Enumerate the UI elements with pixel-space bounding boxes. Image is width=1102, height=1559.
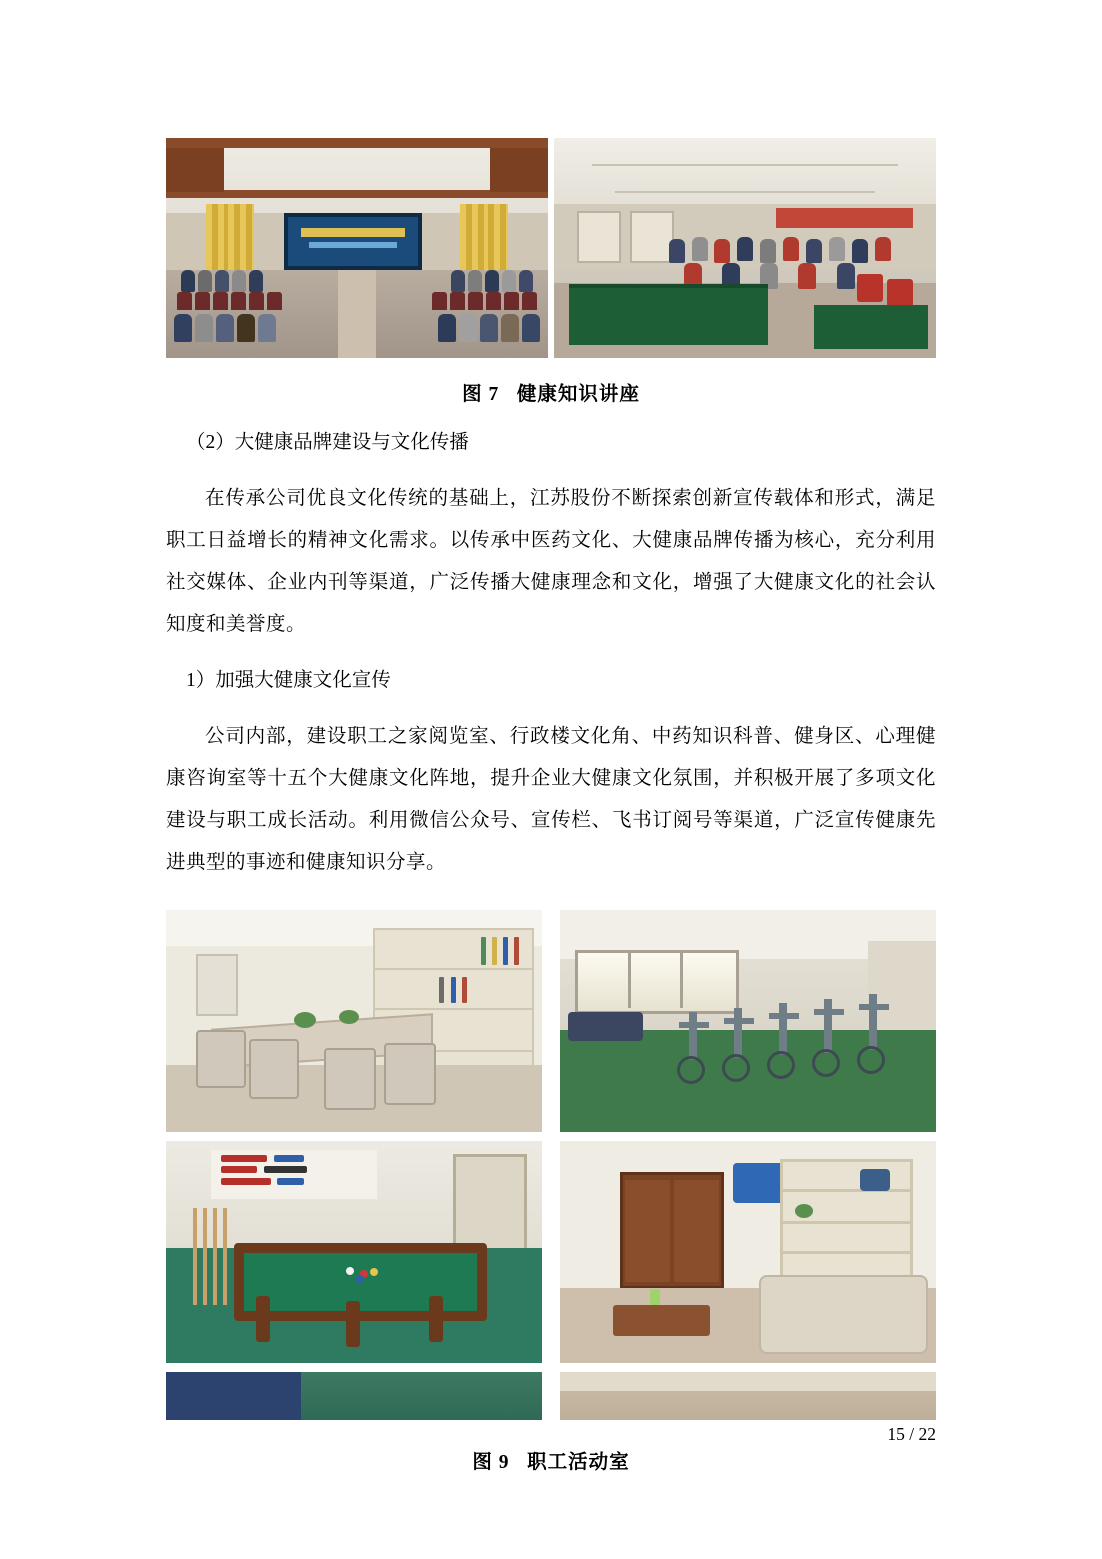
health-lecture-hall-front-image <box>166 138 548 358</box>
staff-lounge-room-image <box>560 1141 936 1363</box>
page-number: 15 / 22 <box>887 1424 936 1444</box>
figure-9-image-grid <box>166 910 936 1420</box>
figure-9-caption <box>166 1446 936 1474</box>
figure-7-caption <box>166 378 936 406</box>
subsection-1-heading: 1）加强大健康文化宣传 <box>186 670 391 691</box>
figure-7-image-row <box>166 138 936 358</box>
figure-7-caption-title: 健康知识讲座 <box>516 384 640 405</box>
figure-9-caption-title: 职工活动室 <box>527 1452 630 1473</box>
page-content <box>166 0 936 1474</box>
health-lecture-hall-side-image <box>554 138 936 358</box>
subsection-1-paragraph: 公司内部，建设职工之家阅览室、行政楼文化角、中药知识科普、健身区、心理健康咨询室等十五个大健康文化阵地，提升企业大健康文化氛围，并积极开展了多项文化建设与职工成长活动。利用微信公众号、宣传栏、飞书订阅号等渠道，广泛宣传健康先进典型的事迹和健康知识分享。 <box>166 726 936 873</box>
figure-9-caption-number: 图 9 <box>472 1452 510 1473</box>
staff-reading-room-image <box>166 910 542 1132</box>
staff-lounge-room-image-strip <box>560 1372 936 1420</box>
staff-gym-room-image <box>560 910 936 1132</box>
staff-billiards-room-image-strip <box>166 1372 542 1420</box>
section-2-heading: （2）大健康品牌建设与文化传播 <box>186 432 469 453</box>
staff-billiards-room-image <box>166 1141 542 1363</box>
section-2-paragraph: 在传承公司优良文化传统的基础上，江苏股份不断探索创新宣传载体和形式，满足职工日益增长的精神文化需求。以传承中医药文化、大健康品牌传播为核心，充分利用社交媒体、企业内刊等渠道，广泛传播大健康理念和文化，增强了大健康文化的社会认知度和美誉度。 <box>166 488 936 635</box>
figure-7-caption-number: 图 7 <box>462 384 500 405</box>
